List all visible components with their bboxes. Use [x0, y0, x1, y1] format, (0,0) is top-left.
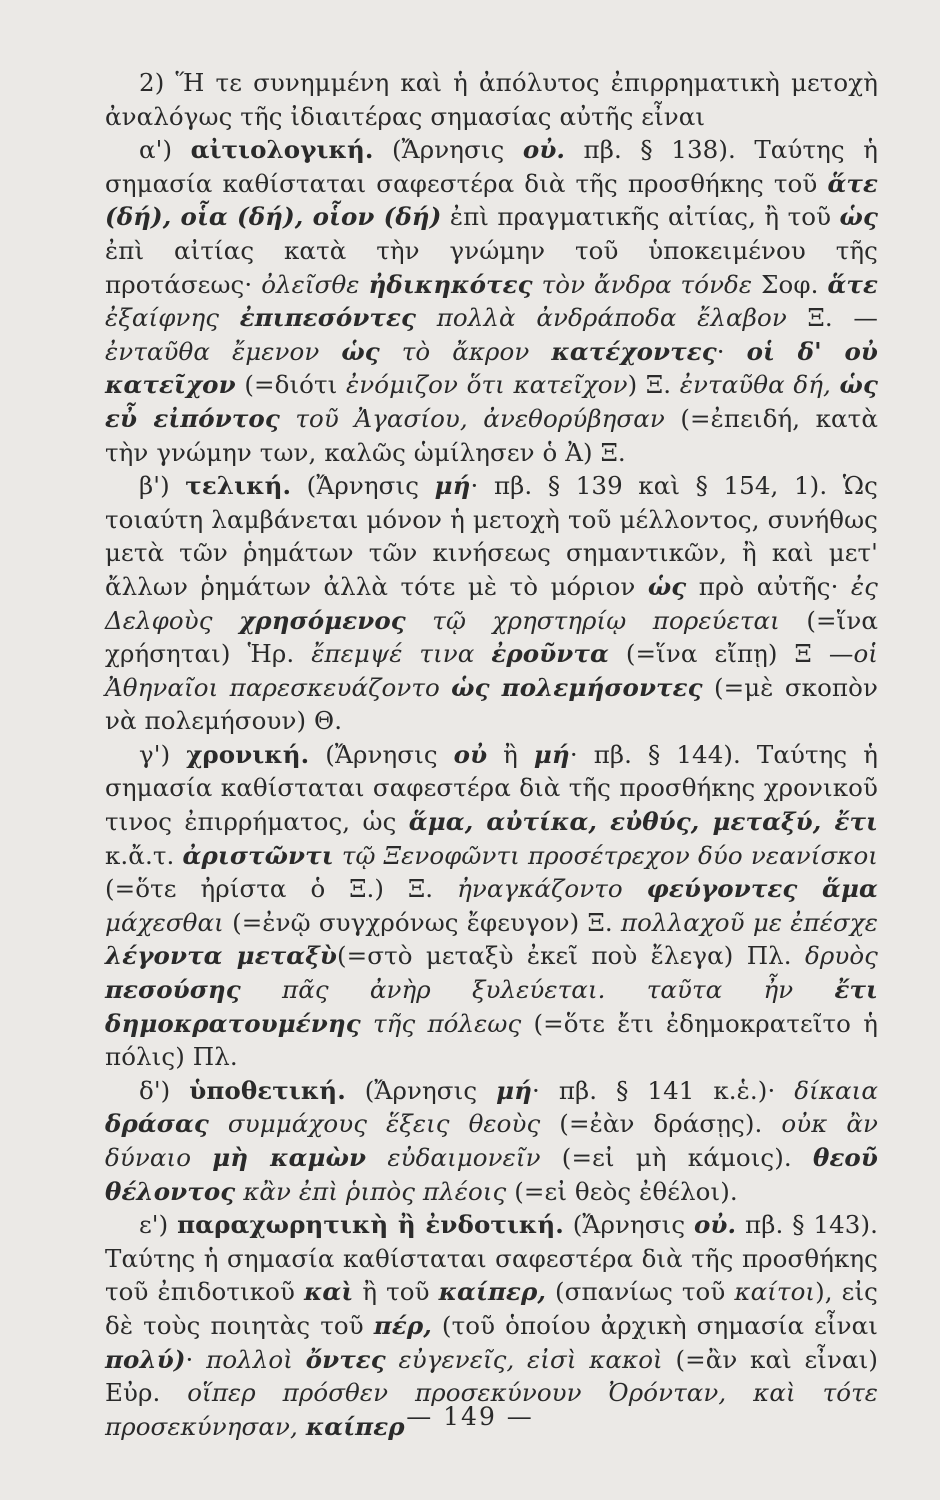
- text-run: παραχωρητικὴ ἢ ἐνδοτική.: [177, 1210, 564, 1240]
- paragraph-intro: [105, 66, 878, 133]
- text-run: Ξ. —: [786, 303, 878, 333]
- text-run: μή: [496, 1075, 533, 1105]
- text-run: (=ἵνα χρήσηται) Ἡρ.: [105, 605, 878, 669]
- text-run: λέγοντα μεταξὺ: [105, 941, 337, 971]
- text-run: οὐ: [453, 739, 488, 769]
- text-run: ὡς πολεμήσοντες: [451, 672, 703, 702]
- text-run: πολλαχοῦ με ἐπέσχε: [620, 907, 878, 937]
- text-run: πέρ,: [373, 1310, 432, 1340]
- text-run: (τοῦ ὁποίου ἀρχικὴ σημασία εἶναι: [431, 1310, 879, 1340]
- text-run: (=ὅτε ἠρίστα ὁ Ξ.) Ξ.: [105, 874, 458, 904]
- text-run: συμμάχους ἕξεις θεοὺς: [208, 1109, 541, 1139]
- text-run: (=ὅτε ἔτι ἐδημοκρατεῖτο ἡ πόλις) Πλ.: [105, 1008, 878, 1072]
- text-run: κ.ἄ.τ.: [105, 840, 183, 870]
- paragraph-delta: [105, 1074, 878, 1208]
- text-run: χρονική.: [186, 739, 310, 769]
- text-run: ἅτε: [827, 269, 878, 299]
- paragraph-gamma: [105, 738, 878, 1074]
- text-run: δίκαια: [794, 1075, 878, 1105]
- text-run: πβ. § 138). Ταύτης ἡ σημασία καθίσταται σαφεστέρα διὰ τῆς προσθήκης τοῦ: [105, 135, 878, 198]
- text-run: ἠδικηκότες: [368, 269, 533, 299]
- text-run: πεσούσης: [105, 975, 241, 1005]
- text-run: δρυὸς: [804, 941, 879, 971]
- text-run: α'): [139, 135, 191, 165]
- text-run: οἱ Ἀθηναῖοι παρεσκευάζοντο: [105, 639, 878, 702]
- text-run: τὸ ἄκρον: [379, 336, 552, 366]
- text-run: ἐροῦντα: [491, 639, 609, 669]
- text-run: Σοφ.: [752, 269, 828, 299]
- text-run: ἅτε (δή), οἷα (δή), οἷον (δή): [105, 168, 878, 232]
- text-run: φεύγοντες ἅμα: [646, 874, 878, 904]
- text-run: καίπερ,: [438, 1277, 546, 1307]
- text-run: καίτοι: [734, 1277, 816, 1307]
- text-run: (Ἄρνησις: [291, 471, 435, 501]
- text-run: ·: [185, 1344, 207, 1374]
- text-run: καὶ: [303, 1277, 354, 1307]
- text-run: δράσας: [105, 1109, 209, 1139]
- text-run: ὡς: [341, 336, 380, 366]
- page-body: [105, 66, 878, 1443]
- text-run: ἔτι δημοκρατουμένης: [105, 975, 878, 1038]
- text-run: μὴ καμὼν: [212, 1143, 367, 1172]
- text-run: (=ἐνῷ συγχρόνως ἔφευγον) Ξ.: [223, 907, 621, 937]
- text-run: ἢ: [487, 739, 534, 769]
- text-run: τὸν ἄνδρα τόνδε: [532, 269, 753, 299]
- text-run: ), εἰς δὲ τοὺς ποιητὰς τοῦ: [105, 1277, 878, 1340]
- paragraph-beta: [105, 469, 878, 738]
- text-run: οἵπερ πρόσθεν προσεκύνουν Ὀρόνταν, καὶ τότε προσεκύνησαν,: [105, 1378, 878, 1441]
- text-run: μή: [533, 739, 570, 769]
- text-run: ἔπεμψέ τινα: [311, 639, 492, 669]
- text-run: τῆς πόλεως: [360, 1008, 522, 1038]
- text-run: ἐνόμιζον ὅτι κατεῖχον: [345, 370, 628, 400]
- text-run: χρησόμενος: [239, 605, 406, 635]
- text-run: μή: [434, 471, 471, 501]
- text-run: πολύ): [105, 1344, 186, 1374]
- text-run: ε'): [139, 1210, 178, 1240]
- text-run: πβ. § 143). Ταύτης ἡ σημασία καθίσταται σαφεστέρα διὰ τῆς προσθήκης τοῦ ἐπιδοτικοῦ: [105, 1210, 878, 1307]
- text-run: μάχεσθαι: [105, 907, 224, 937]
- text-run: (=εἰ θεὸς ἐθέλοι).: [506, 1176, 738, 1206]
- text-run: (=ἐὰν δράσῃς).: [540, 1109, 782, 1139]
- text-run: ὡς: [839, 202, 878, 232]
- text-run: καίπερ: [305, 1411, 405, 1441]
- text-run: ἐνταῦθα ἔμενον: [105, 336, 342, 366]
- text-run: ἐπὶ αἰτίας κατὰ τὴν γνώμην τοῦ ὑποκειμένου τῆς προτάσεως·: [105, 235, 878, 299]
- page-number: — 149 —: [406, 1402, 534, 1431]
- text-run: δ'): [139, 1075, 190, 1105]
- text-run: ·: [716, 336, 747, 366]
- text-run: τῷ χρηστηρίῳ πορεύεται: [405, 605, 780, 635]
- text-run: κἂν ἐπὶ ῥιπὸς πλέοις: [235, 1176, 507, 1206]
- text-run: · πβ. § 141 κ.ἑ.)·: [532, 1075, 795, 1105]
- text-run: ἢ τοῦ: [353, 1277, 439, 1307]
- text-run: εὐγενεῖς, εἰσὶ κακοὶ: [385, 1344, 663, 1374]
- text-run: γ'): [139, 739, 187, 769]
- text-run: ἐπιπεσόντες: [239, 303, 417, 333]
- text-run: β'): [139, 471, 186, 501]
- text-run: οὐκ ἂν δύναιο: [105, 1109, 878, 1172]
- text-run: (=ἵνα εἴπῃ) Ξ —: [608, 639, 854, 669]
- text-run: πολλὰ ἀνδράποδα ἔλαβον: [416, 303, 787, 333]
- text-run: (=εἰ μὴ κάμοις).: [540, 1143, 813, 1172]
- text-run: · πβ. § 139 καὶ § 154, 1). Ὡς τοιαύτη λαμβάνεται μόνον ἡ μετοχὴ τοῦ μέλλοντος, συνήθως μετὰ τῶν ῥημάτων τῶν κινήσεως σημαντικῶν, ἢ καὶ μετ' ἄλλων ῥημάτων ἀλλὰ τότε μὲ τὸ μόριον: [105, 471, 878, 601]
- text-run: (=ἂν καὶ εἶναι) Εὐρ.: [105, 1344, 878, 1408]
- text-run: οὐ.: [522, 135, 566, 165]
- text-run: θεοῦ θέλοντος: [105, 1143, 878, 1206]
- text-run: (σπανίως τοῦ: [546, 1277, 735, 1307]
- text-run: (Ἄρνησις: [309, 739, 454, 769]
- text-run: (=μὲ σκοπὸν νὰ πολεμήσουν) Θ.: [105, 672, 878, 736]
- text-run: ἅμα, αὐτίκα, εὐθύς, μεταξύ, ἔτι: [408, 807, 878, 837]
- text-run: ὀλεῖσθε: [261, 269, 369, 299]
- text-run: ὄντες: [305, 1344, 386, 1374]
- paragraph-alpha: [105, 133, 878, 469]
- text-run: κατέχοντες: [551, 336, 717, 366]
- text-run: πολλοὶ: [206, 1344, 306, 1374]
- text-run: ὡς: [647, 571, 687, 601]
- text-run: ἐνταῦθα δή,: [679, 370, 840, 400]
- text-run: οἱ δ' οὐ κατεῖχον: [105, 336, 878, 400]
- text-run: εὐδαιμονεῖν: [366, 1143, 541, 1172]
- text-run: (=ἐπειδή, κατὰ τὴν γνώμην των, καλῶς ὡμίλησεν ὁ Ἀ) Ξ.: [105, 403, 878, 467]
- text-run: αἰτιολογική.: [190, 135, 374, 165]
- text-run: 2) Ἥ τε συνημμένη καὶ ἡ ἀπόλυτος ἐπιρρηματικὴ μετοχὴ ἀναλόγως τῆς ἰδιαιτέρας σημασίας αὐτῆς εἶναι: [105, 68, 878, 131]
- text-run: τελική.: [185, 471, 292, 501]
- text-run: πᾶς ἀνὴρ ξυλεύεται. ταῦτα ἦν: [240, 975, 835, 1005]
- text-run: (=στὸ μεταξὺ ἐκεῖ ποὺ ἔλεγα) Πλ.: [336, 941, 805, 971]
- text-run: τῷ Ξενοφῶντι προσέτρεχον δύο νεανίσκοι: [333, 840, 879, 870]
- text-run: ἠναγκάζοντο: [457, 874, 647, 904]
- text-run: πρὸ αὐτῆς·: [686, 571, 851, 601]
- text-run: ) Ξ.: [627, 370, 680, 400]
- text-run: (Ἄρνησις: [373, 135, 523, 165]
- text-run: ἐπὶ πραγματικῆς αἰτίας, ἢ τοῦ: [441, 202, 840, 232]
- text-run: ἐς Δελφοὺς: [105, 571, 878, 635]
- text-run: ὑποθετική.: [189, 1075, 346, 1105]
- text-run: ἀριστῶντι: [182, 840, 334, 870]
- text-run: (Ἄρνησις: [563, 1210, 694, 1240]
- text-run: (Ἄρνησις: [345, 1075, 497, 1105]
- text-run: τοῦ Ἀγασίου, ἀνεθορύβησαν: [279, 403, 665, 433]
- text-run: ὡς εὖ εἰπόντος: [105, 370, 878, 433]
- text-run: (=διότι: [235, 370, 346, 400]
- text-run: οὐ.: [693, 1210, 737, 1240]
- text-run: · πβ. § 144). Ταύτης ἡ σημασία καθίσταται σαφεστέρα διὰ τῆς προσθήκης χρονικοῦ τινος ἐπιρρήματος, ὡς: [105, 739, 878, 837]
- text-run: ἐξαίφνης: [105, 303, 240, 333]
